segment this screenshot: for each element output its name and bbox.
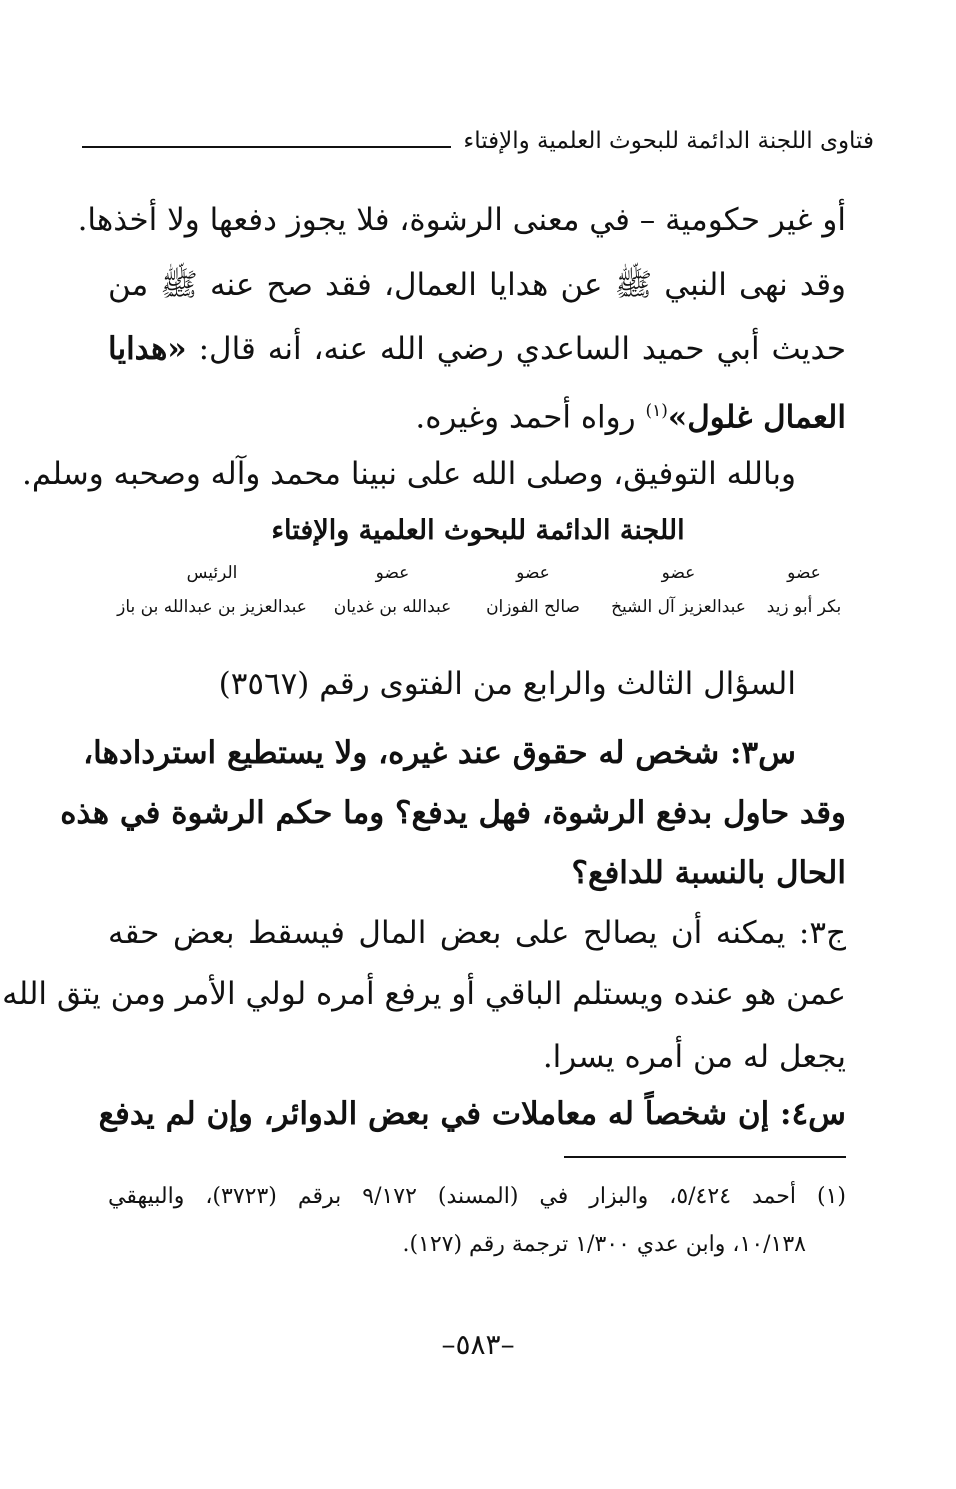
footnote-marker: (١) xyxy=(645,401,668,421)
body-line-2: وقد نهى النبي ﷺ عن هدايا العمال، فقد صح عنه ﷺ من xyxy=(108,267,846,303)
answer-3-line-2: عمن هو عنده ويستلم الباقي أو يرفع أمره لولي الأمر ومن يتق الله xyxy=(2,976,846,1012)
question-3-line-2: وقد حاول بدفع الرشوة، فهل يدفع؟ وما حكم الرشوة في هذه xyxy=(60,795,846,831)
answer-3-line-1: ج٣: يمكنه أن يصالح على بعض المال فيسقط بعض حقه xyxy=(108,915,846,951)
name-1: بكر أبو زيد xyxy=(766,597,842,617)
name-3: صالح الفوزان xyxy=(486,597,580,617)
fatwa-heading: السؤال الثالث والرابع من الفتوى رقم (٣٥٦٧) xyxy=(218,666,796,702)
name-2: عبدالعزيز آل الشيخ xyxy=(611,597,746,617)
hadith-quote-start: «هدايا xyxy=(108,331,187,367)
signature-roles xyxy=(112,563,844,583)
name-chairman: عبدالعزيز بن عبدالله بن باز xyxy=(117,597,307,617)
closing-line: وبالله التوفيق، وصلى الله على نبينا محمد وآله وصحبه وسلم. xyxy=(21,456,796,492)
running-header-title: فتاوى اللجنة الدائمة للبحوث العلمية والإفتاء xyxy=(463,128,874,154)
role-2: عضو xyxy=(661,563,696,583)
committee-name: اللجنة الدائمة للبحوث العلمية والإفتاء xyxy=(271,515,685,546)
hadith-quote-end: العمال غلول» xyxy=(667,399,846,436)
answer-3-line-3: يجعل له من أمره يسرا. xyxy=(542,1039,846,1075)
role-4: عضو xyxy=(375,563,410,583)
name-4: عبدالله بن غديان xyxy=(333,597,452,617)
role-1: عضو xyxy=(787,563,821,583)
header-rule xyxy=(82,146,451,148)
footnote-rule xyxy=(564,1156,846,1158)
role-3: عضو xyxy=(516,563,550,583)
footnote-1-line-1: (١) أحمد ٥/٤٢٤، والبزار في (المسند) ٩/١٧٢ برقم (٣٧٢٣)، والبيهقي xyxy=(108,1184,846,1209)
body-line-4 xyxy=(108,391,846,437)
footnote-1-line-2: ١٠/١٣٨، وابن عدي ١/٣٠٠ ترجمة رقم (١٢٧). xyxy=(402,1232,806,1257)
role-chairman: الرئيس xyxy=(186,563,238,583)
signature-names xyxy=(112,597,844,617)
question-4-line-1: س٤: إن شخصاً له معاملات في بعض الدوائر، وإن لم يدفع xyxy=(98,1096,846,1132)
question-3-line-3: الحال بالنسبة للدافع؟ xyxy=(571,855,846,891)
running-header xyxy=(82,128,874,154)
body-line-4-text: رواه أحمد وغيره. xyxy=(415,399,646,436)
body-line-3-text: حديث أبي حميد الساعدي رضي الله عنه، أنه قال: xyxy=(186,331,846,367)
body-line-3 xyxy=(108,329,846,369)
question-3-line-1: س٣: شخص له حقوق عند غيره، ولا يستطيع استردادها، xyxy=(83,735,796,771)
page-number: –٥٨٣– xyxy=(441,1328,515,1361)
body-line-1: أو غير حكومية – في معنى الرشوة، فلا يجوز دفعها ولا أخذها. xyxy=(77,202,846,238)
